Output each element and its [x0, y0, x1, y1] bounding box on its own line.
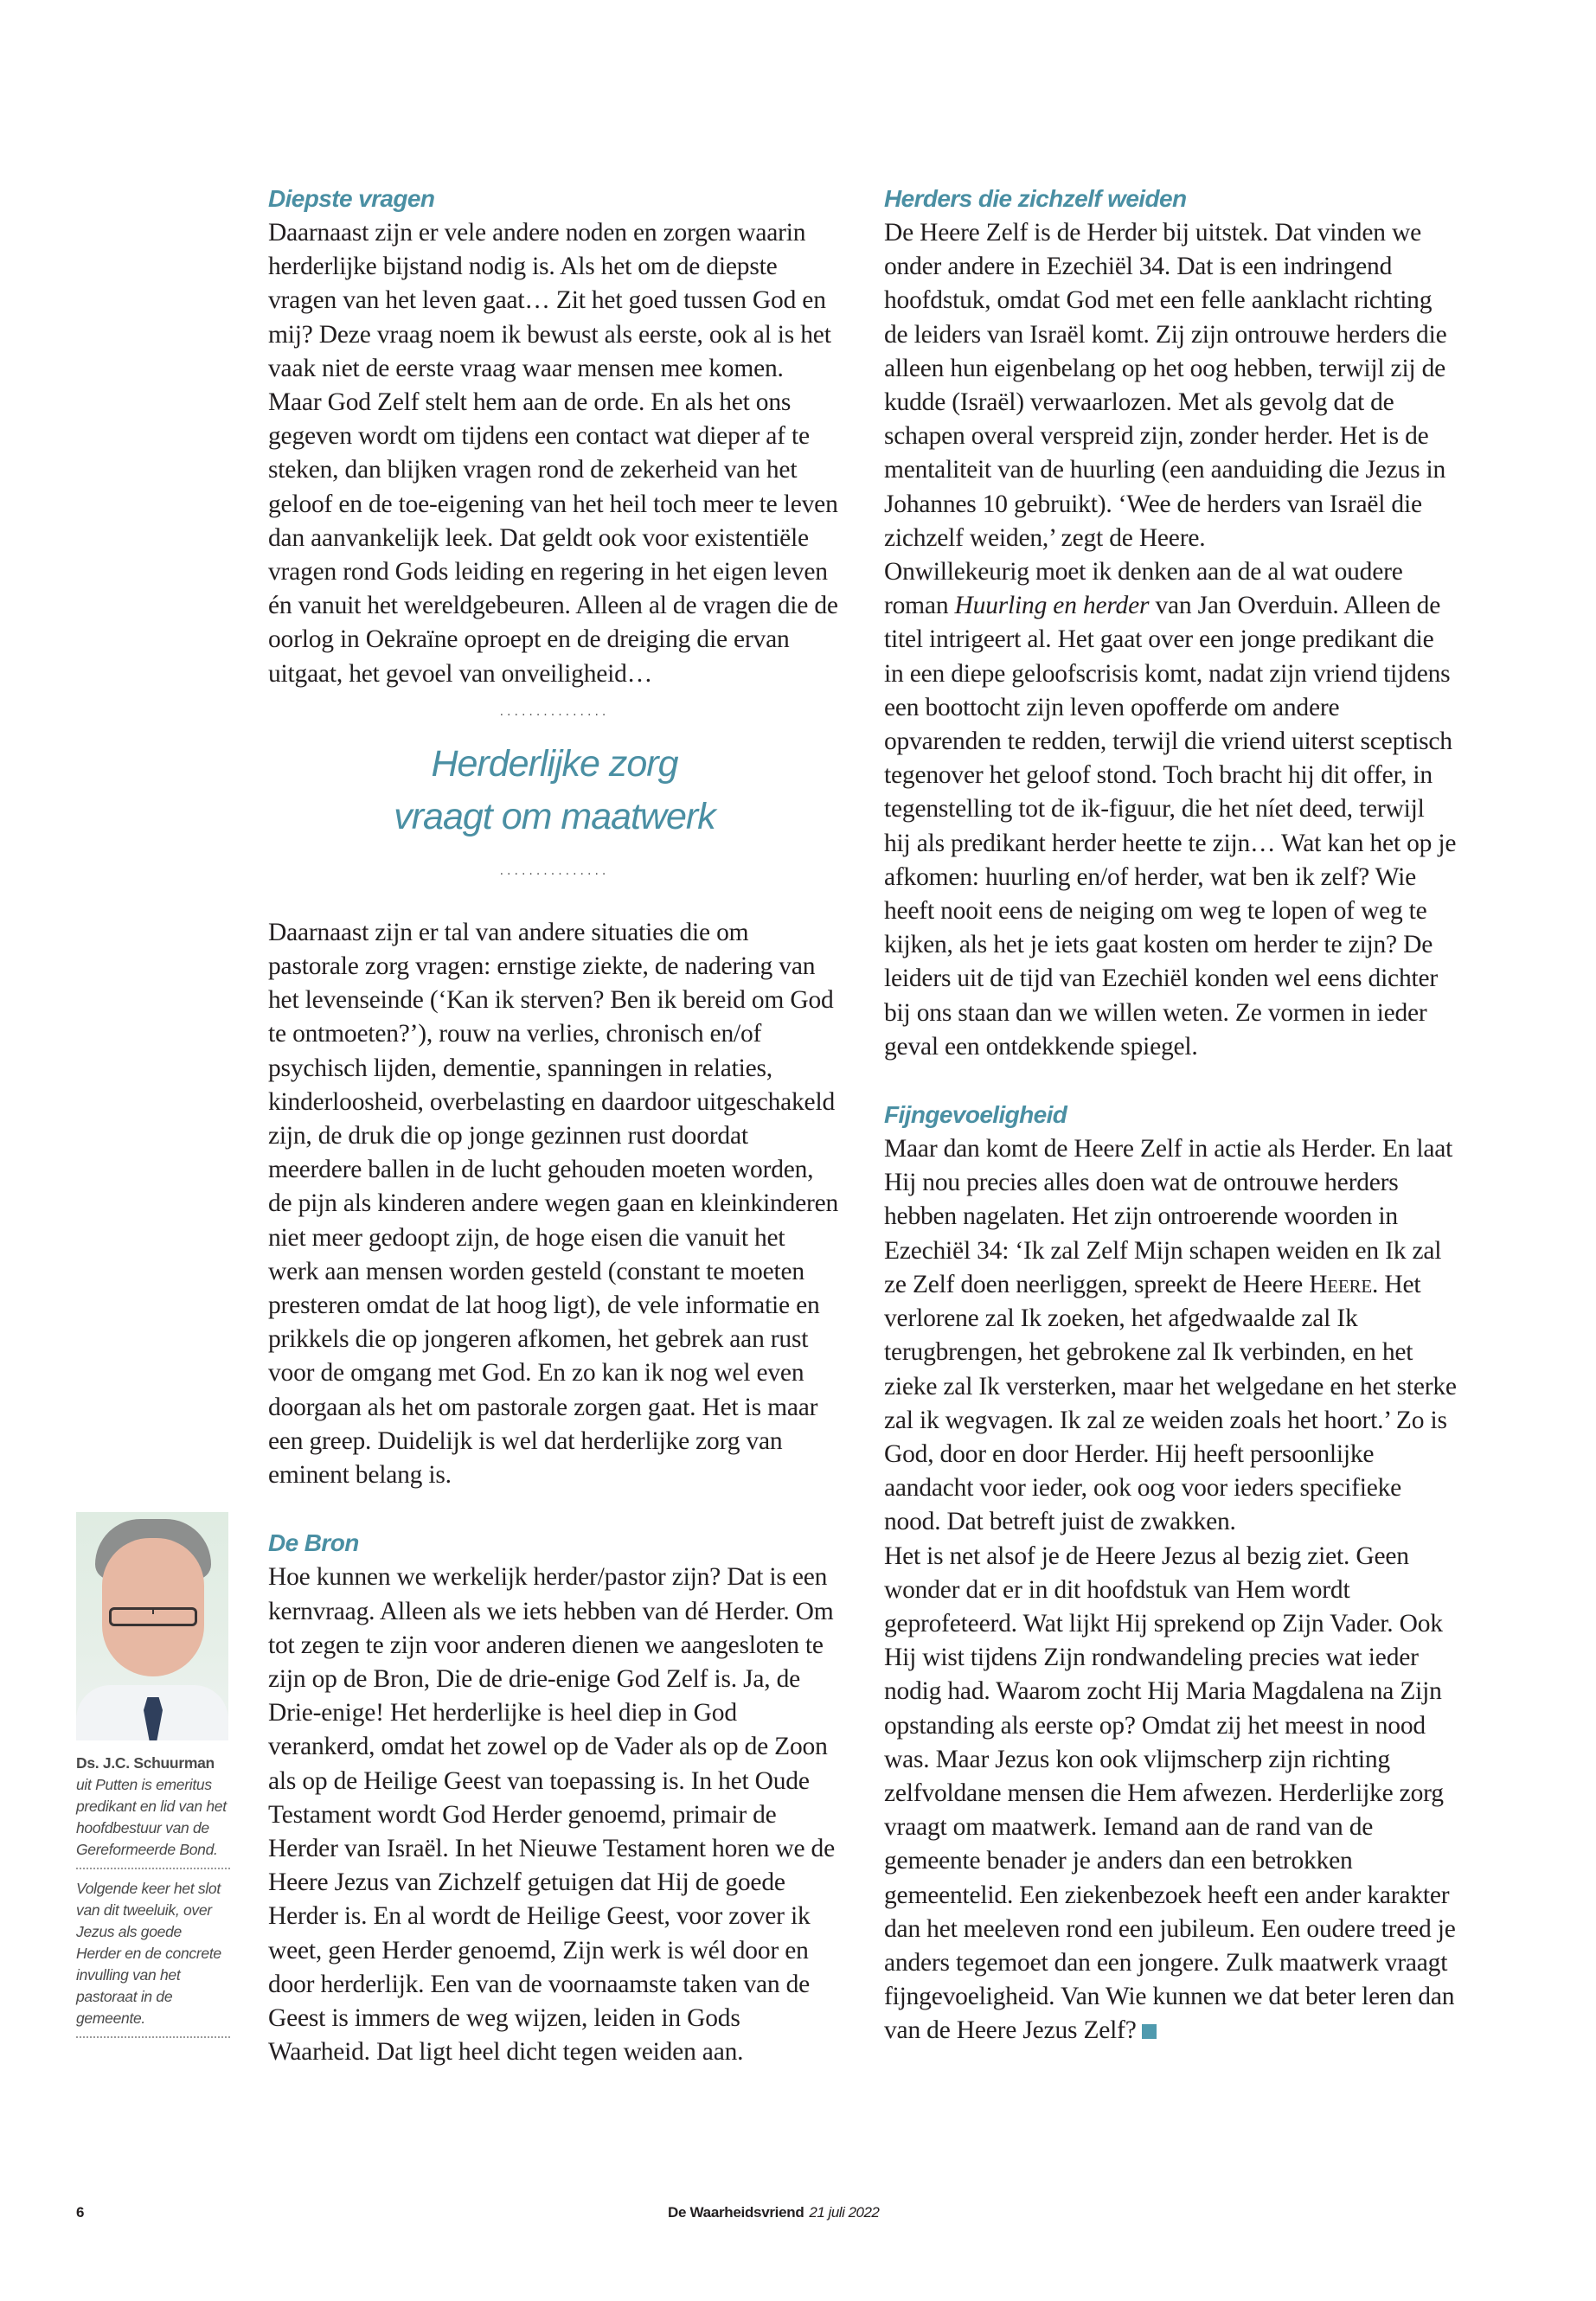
paragraph: Daarnaast zijn er tal van andere situaties die om pastorale zorg vragen: ernstige ziekte, de nadering van het levenseinde (‘Kan ik sterven? Ben ik bereid om God te ontmoeten?’), rouw na verlies, chronisch en/of psychisch lijden, dementie, spanningen in relaties, kinderloosheid, overbelasting en daardoor uitgeschakeld zijn, de druk die op jonge gezinnen rust doordat meerdere ballen in de lucht gehouden moeten worden, de pijn als kinderen andere wegen gaan en kleinkinderen niet meer gedoopt zijn, de hoge eisen die vanuit het werk aan mensen worden gesteld (constant te moeten presteren omdat de lat hoog ligt), de vele informatie en prikkels die op jongeren afkomen, het gebrek aan rust voor de omgang met God. En zo kan ik nog wel even doorgaan als het om pastorale zorgen gaat. Het is maar een greep. Duidelijk is wel dat herderlijke zorg van eminent belang is.	[268, 918, 839, 1490]
pullquote-text	[268, 738, 841, 843]
end-mark-square-icon	[1142, 2024, 1157, 2039]
pullquote	[268, 703, 841, 880]
lord-smallcaps: Heere	[1309, 1270, 1372, 1298]
author-sidebar	[76, 1512, 230, 2047]
publication-name: De Waarheidsvriend	[668, 2204, 804, 2221]
author-bio: uit Putten is emeritus predikant en lid van het hoofdbestuur van de Gereformeerde Bond.	[76, 1776, 227, 1858]
page-number: 6	[76, 2204, 85, 2221]
footer-publication	[668, 2204, 879, 2221]
section-heading-diepste-vragen: Diepste vragen	[268, 185, 435, 212]
paragraph: Daarnaast zijn er vele andere noden en zorgen waarin herderlijke bijstand nodig is. Als het om de diepste vragen van het leven gaat… Zit het goed tussen God en mij? Deze vraag noem ik bewust als eerste, ook al is het vaak niet de eerste vraag waar mensen mee komen. Maar God Zelf stelt hem aan de orde. En als het ons gegeven wordt om tijdens een contact wat dieper af te steken, dan blijken vragen rond de zekerheid van het geloof en de toe-eigening van het heil toch meer te leven dan aanvankelijk leek. Dat geldt ook voor existentiële vragen rond Gods leiding en regering in het eigen leven én vanuit het wereldgebeuren. Alleen al de vragen die de oorlog in Oekraïne oproept en de dreiging die ervan uitgaat, het gevoel van onveiligheid…	[268, 219, 838, 688]
paragraph: Maar dan komt de Heere Zelf in actie als Herder. En laat Hij nou precies alles doen wat de ontrouwe herders hebben nagelaten. Het zijn ontroerende woorden in Ezechiël 34: ‘Ik zal Zelf Mijn schapen weiden en Ik zal ze Zelf doen neerliggen, spreekt de Heere Heere. Het verlorene zal Ik zoeken, het afgedwaalde zal Ik terugbrengen, het gebrokene zal Ik verbinden, en het zieke zal Ik versterken, maar het welgedane en het sterke zal ik wegvagen. Ik zal ze weiden zoals het hoort.’ Zo is God, door en door Herder. Hij heeft persoonlijke aandacht voor ieder, ook oog voor ieders specifieke nood. Dat betreft juist de zwakken.	[884, 1135, 1457, 1536]
paragraph: Hoe kunnen we werkelijk herder/pastor zijn? Dat is een kernvraag. Alleen als we iets hebben van dé Herder. Om tot zegen te zijn voor anderen dienen we aangesloten te zijn op de Bron, Die de drie-enige God Zelf is. Ja, de Drie-enige! Het herderlijke is heel diep in God verankerd, omdat het zowel op de Vader als op de Zoon als op de Heilige Geest van toepassing is. In het Oude Testament wordt God Herder genoemd, primair de Herder van Israël. In het Nieuwe Testament horen we de Heere Jezus van Zichzelf getuigen dat Hij de goede Herder is. En al wordt de Heilige Geest, voor zover ik weet, geen Herder genoemd, Zijn werk is wél door en door herderlijk. Een van de voornaamste taken van de Geest is immers de weg wijzen, leiden in Gods Waarheid. Dat ligt heel dicht tegen weiden aan.	[268, 1563, 835, 2067]
publication-date: 21 juli 2022	[809, 2204, 880, 2221]
left-column	[268, 182, 841, 2069]
section-heading-de-bron: De Bron	[268, 1529, 359, 1557]
section-heading-herders-die-zichzelf-weiden: Herders die zichzelf weiden	[884, 185, 1187, 212]
paragraph: De Heere Zelf is de Herder bij uitstek. Dat vinden we onder andere in Ezechiël 34. Dat is een indringend hoofdstuk, omdat God met een felle aanklacht richting de leiders van Israël komt. Zij zijn ontrouwe herders die alleen hun eigenbelang op het oog hebben, terwijl zij de kudde (Israël) verwaarlozen. Met als gevolg dat de schapen overal verspreid zijn, zonder herder. Het is de mentaliteit van de huurling (een aanduiding die Jezus in Johannes 10 gebruikt). ‘Wee de herders van Israël die zichzelf weiden,’ zegt de Heere.	[884, 219, 1447, 552]
book-title: Huurling en herder	[954, 592, 1150, 620]
section-heading-fijngevoeligheid: Fijngevoeligheid	[884, 1101, 1067, 1129]
pullquote-line-1: Herderlijke zorg	[431, 742, 678, 785]
paragraph: Onwillekeurig moet ik denken aan de al wat oudere roman Huurling en herder van Jan Overduin. Alleen de titel intrigeert al. Het gaat over een jonge predikant die in een diepe geloofscrisis komt, nadat zijn vriend tijdens een boottocht zijn leven opofferde om andere opvarenden te redden, terwijl die vriend uiterst sceptisch tegenover het geloof stond. Toch bracht hij dit offer, in tegenstelling tot de ik-figuur, die het níet deed, terwijl hij als predikant herder heette te zijn… Wat kan het op je afkomen: huurling en/of herder, wat ben ik zelf? Wie heeft nooit eens de neiging om weg te lopen of weg te kijken, als het je iets gaat kosten om herder te zijn? De leiders uit de tijd van Ezechiël konden wel eens dichter bij ons staan dan we willen weten. Ze vormen in ieder geval een ontdekkende spiegel.	[884, 558, 1457, 1061]
pullquote-line-2: vraagt om maatwerk	[394, 795, 715, 837]
author-name: Ds. J.C. Schuurman	[76, 1754, 215, 1772]
pullquote-divider-bottom: ...............	[499, 863, 610, 878]
paragraph: Het is net alsof je de Heere Jezus al bezig ziet. Geen wonder dat er in dit hoofdstuk van Hem wordt geprofeteerd. Wat lijkt Hij sprekend op Zijn Vader. Ook Hij wist tijdens Zijn rondwandeling precies wat ieder nodig had. Waarom zocht Hij Maria Magdalena na Zijn opstanding als eerste op? Omdat zij het meest in nood was. Maar Jezus kon ook vlijmscherp zijn richting zelfvoldane mensen die Hem afwezen. Herderlijke zorg vraagt om maatwerk. Iemand aan de rand van de gemeente benader je anders dan een betrokken gemeentelid. Een ziekenbezoek heeft een ander karakter dan het meeleven rond een jubileum. Een oudere treed je anders tegemoet dan een jongere. Zulk maatwerk vraagt fijngevoeligheid. Van Wie kunnen we dat beter leren dan van de Heere Jezus Zelf?	[884, 1541, 1456, 2045]
divider	[76, 2036, 230, 2038]
pullquote-divider-top: ...............	[499, 704, 610, 719]
divider	[76, 1868, 230, 1869]
right-column	[884, 182, 1457, 2048]
next-time-note: Volgende keer het slot van dit tweeluik, over Jezus als goede Herder en de concrete invulling van het pastoraat in de gemeente.	[76, 1880, 221, 2027]
author-photo	[76, 1512, 228, 1740]
